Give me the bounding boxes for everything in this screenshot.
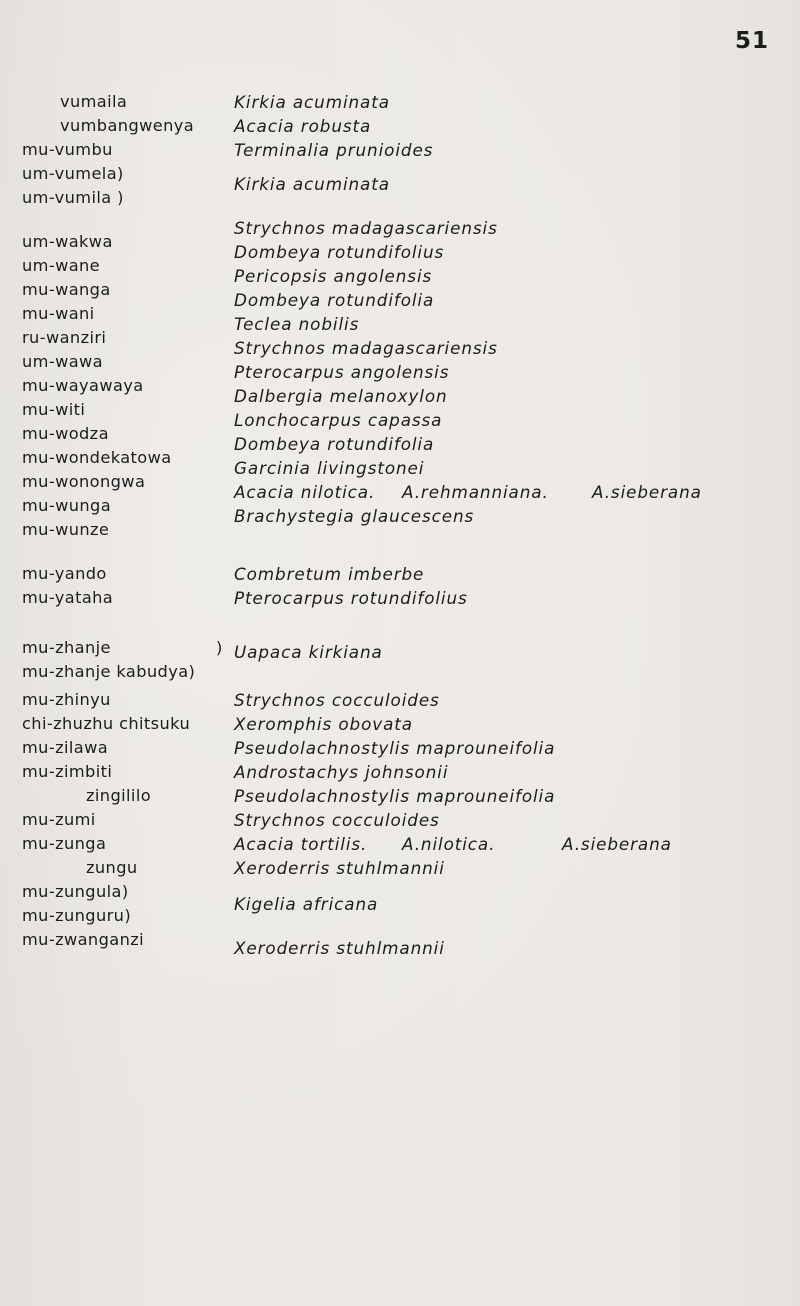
vernacular-name: )	[216, 638, 223, 657]
vernacular-name: chi-zhuzhu chitsuku	[22, 714, 191, 733]
vernacular-name: ru-wanziri	[22, 328, 107, 347]
scientific-name: Kirkia acuminata	[234, 174, 390, 194]
vernacular-name: mu-wunga	[22, 496, 112, 515]
scientific-name: Xeromphis obovata	[234, 714, 413, 734]
scientific-name: Acacia tortilis.	[234, 834, 368, 854]
vernacular-name: mu-zhanje kabudya)	[22, 662, 196, 681]
page-number: 51	[735, 28, 770, 54]
vernacular-name: um-vumila )	[22, 188, 124, 207]
vernacular-name: mu-zimbiti	[22, 762, 113, 781]
scientific-name: Combretum imberbe	[234, 564, 425, 584]
scientific-name: A.nilotica.	[402, 834, 496, 854]
scientific-name: Strychnos cocculoides	[234, 690, 440, 710]
scientific-name: Xeroderris stuhlmannii	[234, 858, 445, 878]
vernacular-name: mu-zhinyu	[22, 690, 111, 709]
vernacular-name: mu-witi	[22, 400, 86, 419]
scientific-name: Pterocarpus angolensis	[234, 362, 450, 382]
scientific-name: Pericopsis angolensis	[234, 266, 433, 286]
vernacular-name: mu-wani	[22, 304, 95, 323]
scientific-name: Garcinia livingstonei	[234, 458, 425, 478]
scientific-name: Lonchocarpus capassa	[234, 410, 443, 430]
vernacular-name: vumaila	[60, 92, 128, 111]
scientific-name: Teclea nobilis	[234, 314, 360, 334]
scientific-name: Dombeya rotundifolia	[234, 434, 435, 454]
vernacular-name: zungu	[86, 858, 138, 877]
vernacular-name: mu-zunga	[22, 834, 107, 853]
scientific-name: Kigelia africana	[234, 894, 379, 914]
scientific-name: Uapaca kirkiana	[234, 642, 383, 662]
vernacular-name: um-wawa	[22, 352, 103, 371]
vernacular-name: mu-wayawaya	[22, 376, 144, 395]
scientific-name: Strychnos cocculoides	[234, 810, 440, 830]
vernacular-name: mu-zungula)	[22, 882, 129, 901]
scientific-name: Androstachys johnsonii	[234, 762, 449, 782]
vernacular-name: um-wakwa	[22, 232, 113, 251]
vernacular-name: mu-zwanganzi	[22, 930, 145, 949]
scientific-name: A.sieberana	[592, 482, 702, 502]
vernacular-name: mu-zumi	[22, 810, 96, 829]
vernacular-name: mu-wanga	[22, 280, 111, 299]
vernacular-name: mu-wonongwa	[22, 472, 146, 491]
vernacular-name: mu-wunze	[22, 520, 110, 539]
scientific-name: Dombeya rotundifolius	[234, 242, 445, 262]
vernacular-name: um-vumela)	[22, 164, 124, 183]
scientific-name: A.rehmanniana.	[402, 482, 549, 502]
vernacular-name: mu-yataha	[22, 588, 114, 607]
scientific-name: Brachystegia glaucescens	[234, 506, 475, 526]
scientific-name: Pseudolachnostylis maprouneifolia	[234, 786, 556, 806]
scientific-name: Pseudolachnostylis maprouneifolia	[234, 738, 556, 758]
vernacular-name: mu-yando	[22, 564, 107, 583]
scientific-name: A.sieberana	[562, 834, 672, 854]
scientific-name: Dombeya rotundifolia	[234, 290, 435, 310]
vernacular-name: mu-wondekatowa	[22, 448, 172, 467]
vernacular-name: vumbangwenya	[60, 116, 195, 135]
vernacular-name: mu-zilawa	[22, 738, 109, 757]
scientific-name: Acacia nilotica.	[234, 482, 376, 502]
scientific-name: Terminalia prunioides	[234, 140, 434, 160]
vernacular-name: mu-vumbu	[22, 140, 113, 159]
scientific-name: Xeroderris stuhlmannii	[234, 938, 445, 958]
scientific-name: Acacia robusta	[234, 116, 372, 136]
scientific-name: Kirkia acuminata	[234, 92, 390, 112]
vernacular-name: um-wane	[22, 256, 101, 275]
vernacular-name: mu-zhanje	[22, 638, 111, 657]
scientific-name: Strychnos madagascariensis	[234, 218, 498, 238]
scientific-name: Dalbergia melanoxylon	[234, 386, 448, 406]
vernacular-name: mu-zunguru)	[22, 906, 132, 925]
scientific-name: Strychnos madagascariensis	[234, 338, 498, 358]
scientific-name: Pterocarpus rotundifolius	[234, 588, 468, 608]
vernacular-name: mu-wodza	[22, 424, 109, 443]
vernacular-name: zingililo	[86, 786, 152, 805]
